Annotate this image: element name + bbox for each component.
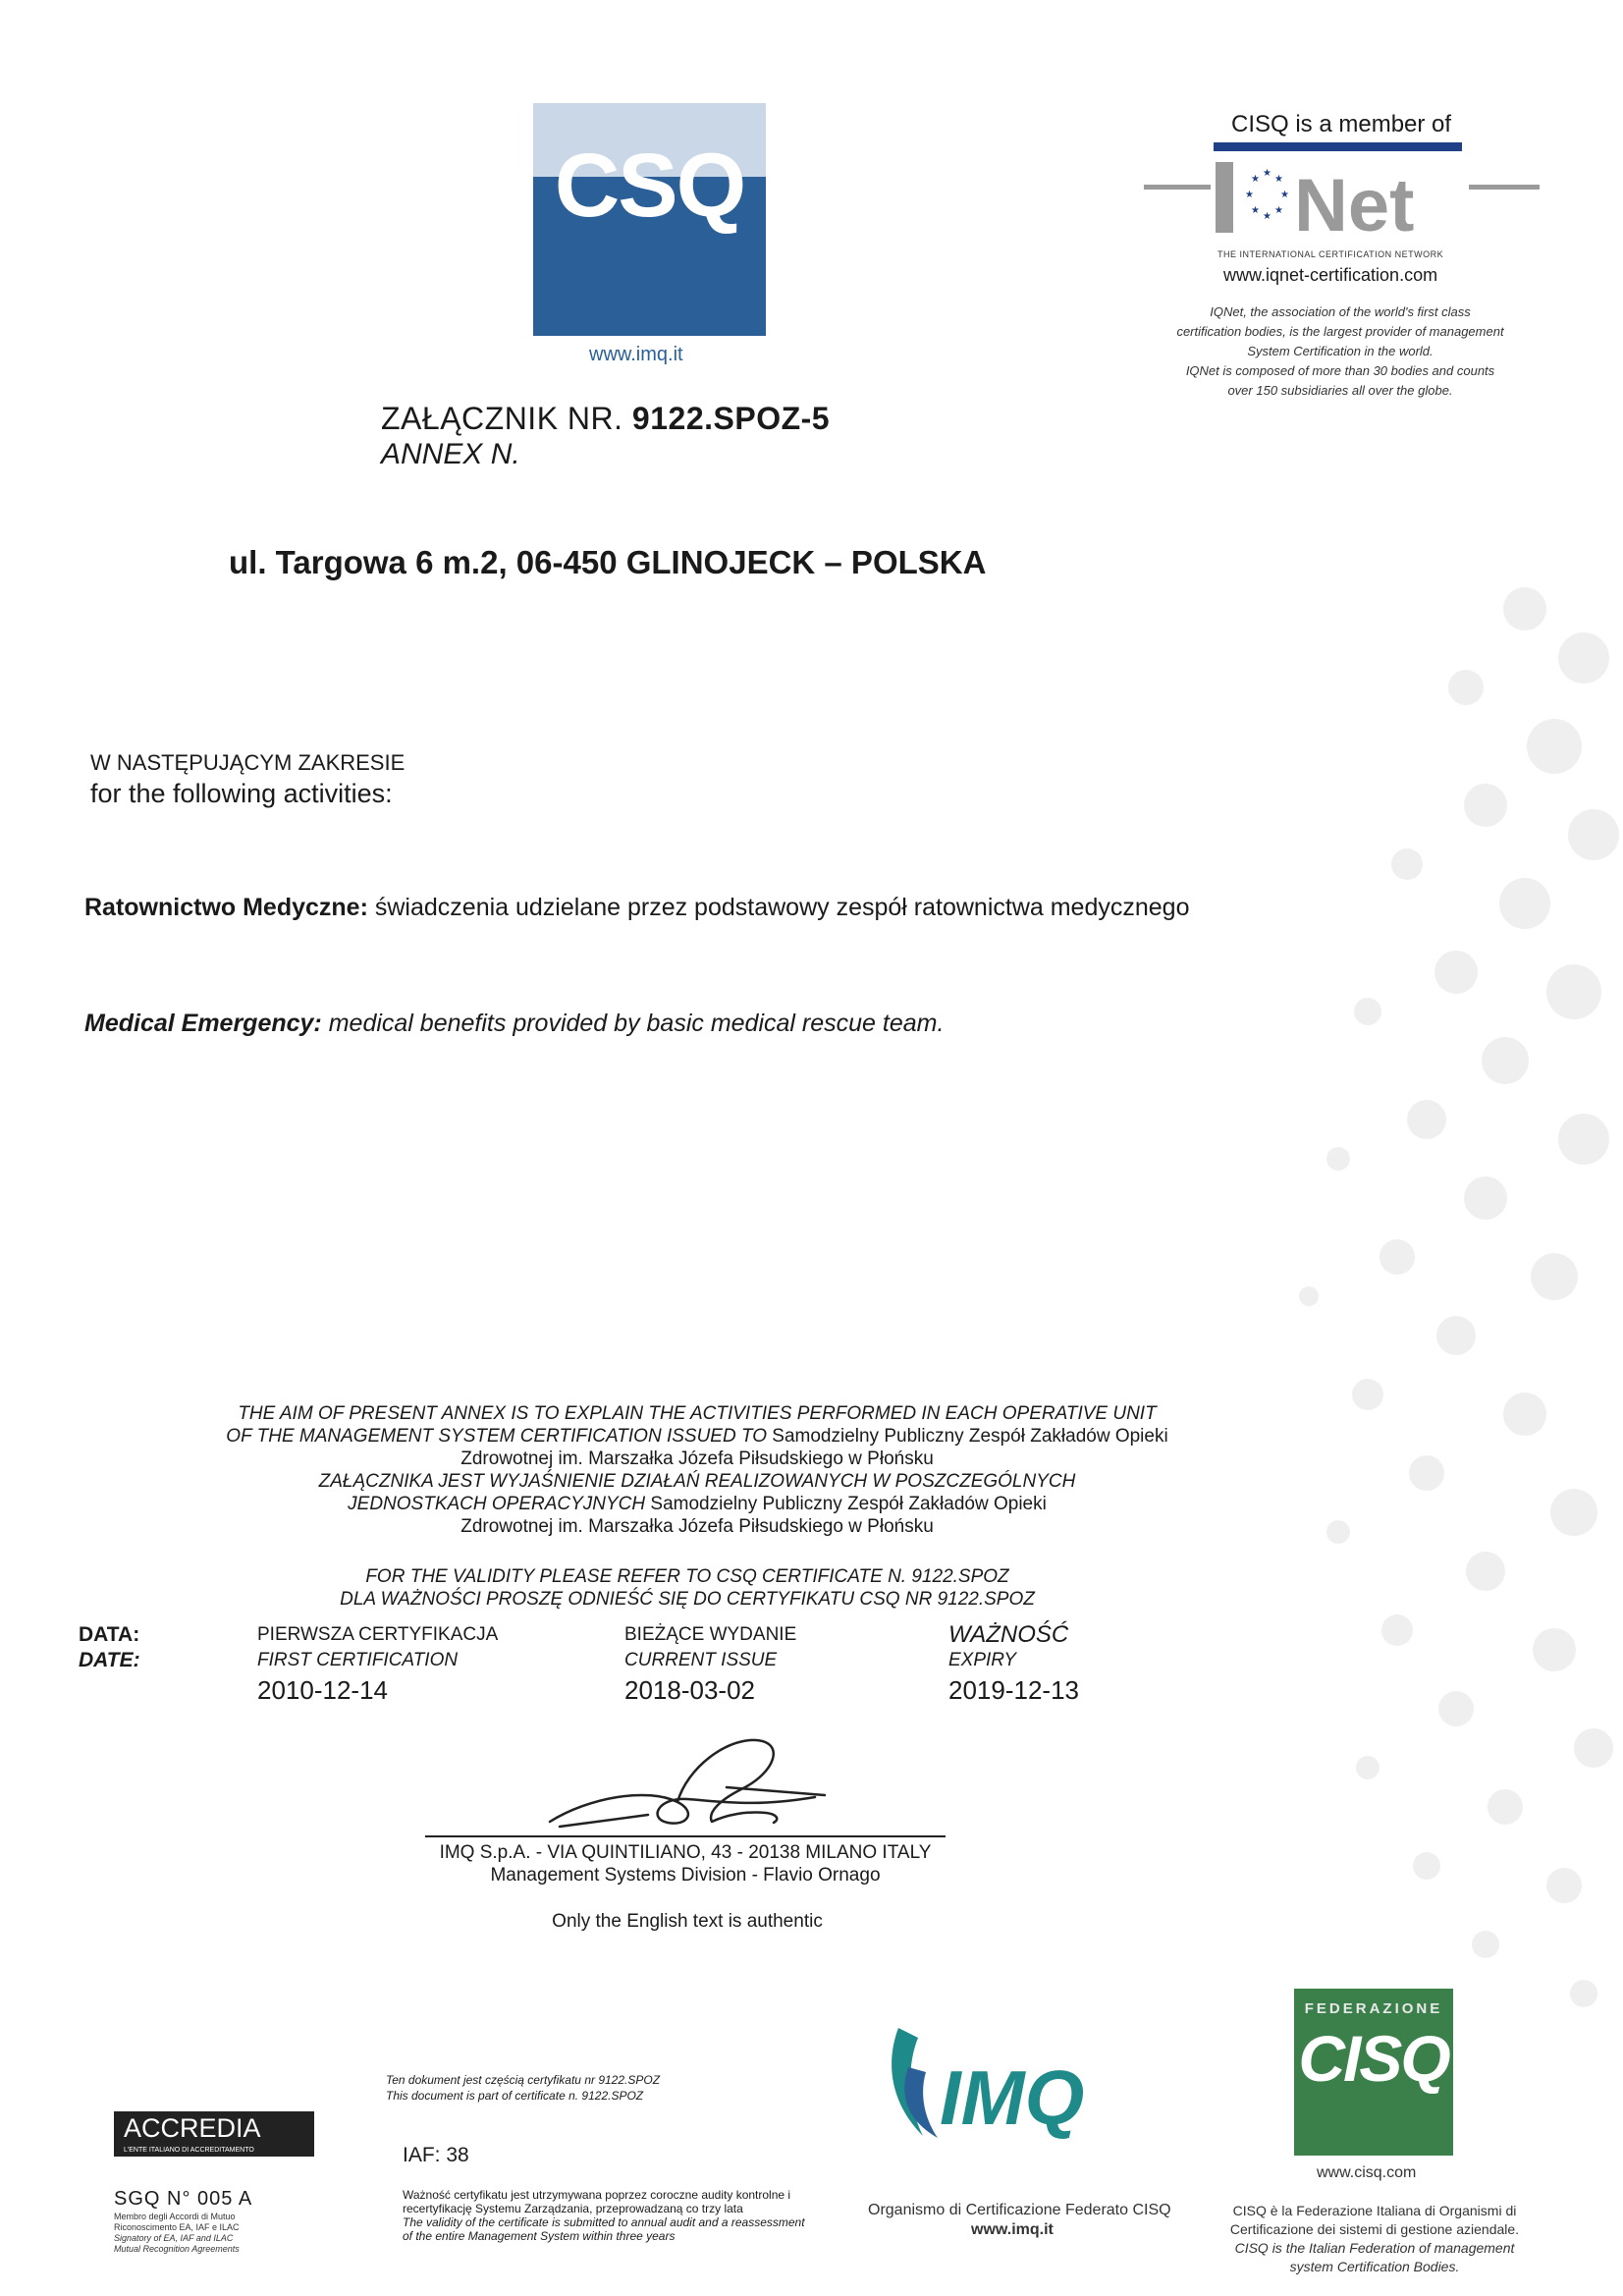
- cisq-federation-label: FEDERAZIONE: [1304, 2000, 1443, 2017]
- mutual-line: Membro degli Accordi di Mutuo: [114, 2212, 236, 2221]
- iqnet-desc-line: System Certification in the world.: [1247, 344, 1434, 358]
- signature: [530, 1728, 844, 1836]
- imq-footer-url: www.imq.it: [971, 2221, 1054, 2238]
- iqnet-right-line: [1469, 185, 1540, 190]
- mutual-line: Mutual Recognition Agreements: [114, 2244, 240, 2254]
- expiry-label-pl: WAŻNOŚĆ: [948, 1621, 1069, 1648]
- svg-text:★: ★: [1274, 174, 1283, 185]
- first-cert-date: 2010-12-14: [257, 1675, 388, 1705]
- mutual-line: Signatory of EA, IAF and ILAC: [114, 2233, 234, 2243]
- aim-line-org: Samodzielny Publiczny Zespół Zakładów Opieki: [772, 1426, 1168, 1447]
- imq-logo: [879, 2008, 1154, 2146]
- part-of-en: This document is part of certificate n. 9122.SPOZ: [386, 2089, 644, 2103]
- iqnet-desc-line: IQNet is composed of more than 30 bodies and counts: [1185, 363, 1495, 378]
- issuer-block: [425, 1841, 946, 1886]
- validity-reference: [295, 1565, 1080, 1611]
- iaf-code: IAF: 38: [403, 2144, 469, 2166]
- aim-line: THE AIM OF PRESENT ANNEX IS TO EXPLAIN THE ACTIVITIES PERFORMED IN EACH OPERATIVE UNIT: [238, 1403, 1157, 1424]
- activity-pl-text: świadczenia udzielane przez podstawowy zespół ratownictwa medycznego: [374, 894, 1190, 921]
- csq-logo-text: CSQ: [554, 136, 745, 236]
- current-issue-label-en: CURRENT ISSUE: [624, 1650, 778, 1670]
- csq-logo: [533, 103, 766, 336]
- current-issue-date: 2018-03-02: [624, 1675, 755, 1705]
- mutual-line: Riconoscimento EA, IAF e ILAC: [114, 2222, 240, 2232]
- issuer-address: IMQ S.p.A. - VIA QUINTILIANO, 43 - 20138 MILANO ITALY: [439, 1842, 932, 1863]
- authentic-note: Only the English text is authentic: [552, 1911, 823, 1932]
- annex-title-en: ANNEX N.: [381, 438, 520, 470]
- iqnet-blue-bar: [1214, 142, 1462, 151]
- aim-line: Zdrowotnej im. Marszałka Józefa Piłsudskiego w Płońsku: [460, 1516, 934, 1537]
- iqnet-desc-line: certification bodies, is the largest provider of management: [1176, 324, 1504, 339]
- sgq-number: SGQ N° 005 A: [114, 2188, 253, 2210]
- cisq-url: www.cisq.com: [1317, 2164, 1417, 2181]
- expiry: [948, 1622, 1079, 1705]
- date-label: [79, 1622, 140, 1673]
- mutual-recognition: [114, 2212, 240, 2255]
- cisq-description: [1203, 2202, 1546, 2276]
- svg-text:★: ★: [1280, 190, 1289, 200]
- first-certification: [257, 1622, 498, 1705]
- cisq-logo-text: CISQ: [1298, 2022, 1449, 2095]
- svg-text:★: ★: [1274, 205, 1283, 216]
- iqnet-left-line: [1144, 185, 1211, 190]
- accredia-text: ACCREDIA: [124, 2113, 261, 2143]
- cisq-desc-line: Certificazione dei sistemi di gestione aziendale.: [1229, 2221, 1520, 2237]
- part-of-certificate: [386, 2072, 660, 2104]
- activity-en: [84, 1010, 944, 1038]
- cisq-desc-line: CISQ è la Federazione Italiana di Organismi di: [1232, 2203, 1517, 2218]
- part-of-pl: Ten dokument jest częścią certyfikatu nr 9122.SPOZ: [386, 2073, 661, 2087]
- iqnet-logo-text: Net: [1294, 164, 1415, 243]
- activity-pl-label: Ratownictwo Medyczne:: [84, 894, 368, 921]
- svg-text:★: ★: [1263, 168, 1271, 179]
- annex-aim-paragraph: [187, 1402, 1208, 1538]
- annex-title-prefix: ZAŁĄCZNIK NR.: [381, 401, 623, 436]
- current-issue: [624, 1622, 796, 1705]
- svg-text:★: ★: [1251, 205, 1260, 216]
- expiry-date: 2019-12-13: [948, 1675, 1079, 1705]
- validity-line-pl: DLA WAŻNOŚCI PROSZĘ ODNIEŚĆ SIĘ DO CERTYFIKATU CSQ NR 9122.SPOZ: [340, 1589, 1035, 1610]
- date-label-en: DATE:: [79, 1649, 140, 1671]
- validity-note-line: of the entire Management System within three years: [403, 2229, 676, 2243]
- iqnet-url: www.iqnet-certification.com: [1223, 265, 1438, 285]
- imq-logo-text: IMQ: [940, 2054, 1085, 2141]
- current-issue-label-pl: BIEŻĄCE WYDANIE: [624, 1624, 797, 1645]
- activity-en-label: Medical Emergency:: [84, 1010, 322, 1037]
- activity-en-text: medical benefits provided by basic medical rescue team.: [328, 1010, 945, 1037]
- date-label-pl: DATA:: [79, 1623, 140, 1646]
- validity-note-line: Ważność certyfikatu jest utrzymywana poprzez coroczne audity kontrolne i: [403, 2188, 791, 2202]
- svg-text:★: ★: [1263, 211, 1271, 222]
- accredia-subtitle: L'ENTE ITALIANO DI ACCREDITAMENTO: [124, 2147, 254, 2154]
- iqnet-description: [1129, 302, 1551, 401]
- aim-line: ZAŁĄCZNIKA JEST WYJAŚNIENIE DZIAŁAŃ REALIZOWANYCH W POSZCZEGÓLNYCH: [318, 1471, 1076, 1492]
- organization-address: ul. Targowa 6 m.2, 06-450 GLINOJECK – POLSKA: [229, 544, 987, 580]
- aim-line: JEDNOSTKACH OPERACYJNYCH: [348, 1494, 646, 1514]
- iqnet-logo: [1214, 154, 1471, 243]
- activity-pl: [84, 894, 1189, 922]
- svg-text:★: ★: [1251, 174, 1260, 185]
- imq-organism: Organismo di Certificazione Federato CISQ: [868, 2202, 1171, 2218]
- annex-title-pl: [381, 401, 830, 437]
- aim-line: Zdrowotnej im. Marszałka Józefa Piłsudskiego w Płońsku: [460, 1449, 934, 1469]
- expiry-label-en: EXPIRY: [948, 1650, 1016, 1670]
- aim-line: OF THE MANAGEMENT SYSTEM CERTIFICATION ISSUED TO: [226, 1426, 767, 1447]
- scope-label-pl: W NASTĘPUJĄCYM ZAKRESIE: [90, 750, 406, 775]
- scope-label-en: for the following activities:: [90, 779, 393, 808]
- validity-note: [403, 2188, 893, 2243]
- first-cert-label-en: FIRST CERTIFICATION: [257, 1650, 459, 1670]
- iqnet-subtitle: THE INTERNATIONAL CERTIFICATION NETWORK: [1217, 249, 1444, 259]
- cisq-desc-line: CISQ is the Italian Federation of management: [1234, 2240, 1515, 2256]
- imq-url: www.imq.it: [589, 344, 683, 365]
- iqnet-desc-line: over 150 subsidiaries all over the globe.: [1227, 383, 1453, 398]
- annex-number: 9122.SPOZ-5: [631, 401, 831, 436]
- validity-line-en: FOR THE VALIDITY PLEASE REFER TO CSQ CERTIFICATE N. 9122.SPOZ: [365, 1566, 1009, 1587]
- validity-note-line: recertyfikację Systemu Zarządzania, przeprowadzaną co trzy lata: [403, 2202, 743, 2215]
- svg-text:★: ★: [1245, 190, 1254, 200]
- signature-line: [425, 1835, 946, 1837]
- validity-note-line: The validity of the certificate is submitted to annual audit and a reassessment: [403, 2215, 805, 2229]
- first-cert-label-pl: PIERWSZA CERTYFIKACJA: [257, 1624, 499, 1645]
- aim-line-org: Samodzielny Publiczny Zespół Zakładów Opieki: [650, 1494, 1047, 1514]
- cisq-desc-line: system Certification Bodies.: [1289, 2259, 1460, 2274]
- issuer-division: Management Systems Division - Flavio Ornago: [490, 1865, 881, 1886]
- iqnet-desc-line: IQNet, the association of the world's first class: [1210, 304, 1471, 319]
- iqnet-member-text: CISQ is a member of: [1231, 111, 1452, 137]
